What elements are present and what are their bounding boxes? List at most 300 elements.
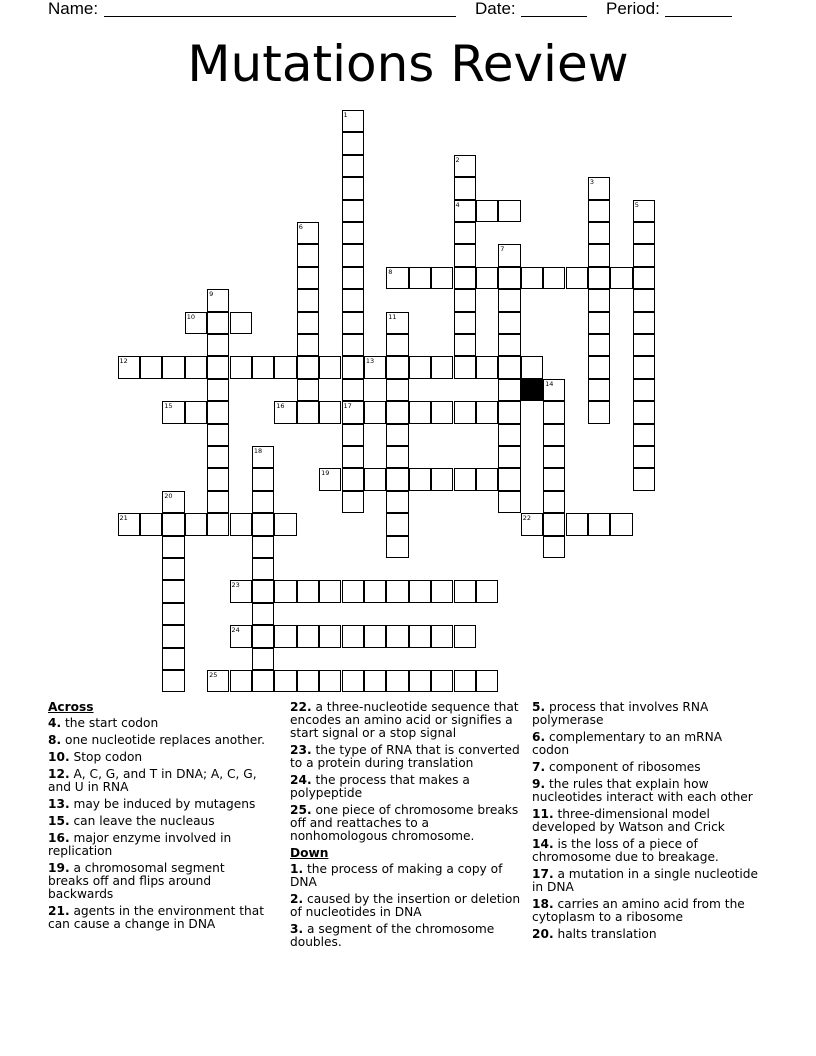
clue-text: the process that makes a polypeptide <box>290 773 470 800</box>
across-clue <box>48 768 266 794</box>
grid-cell[interactable] <box>521 513 543 535</box>
clue-number: 21. <box>48 904 70 918</box>
across-clue <box>48 862 266 901</box>
grid-cell[interactable] <box>454 401 476 423</box>
page-title: Mutations Review <box>187 35 629 93</box>
clue-number: 17. <box>532 867 554 881</box>
grid-cell[interactable] <box>588 289 610 311</box>
clue-text: a chromosomal segment breaks off and flips around backwards <box>48 861 225 901</box>
grid-cell[interactable] <box>252 446 274 468</box>
clue-number: 4. <box>48 716 62 730</box>
clue-number: 18. <box>532 897 554 911</box>
grid-cell[interactable] <box>409 267 431 289</box>
down-clue-list-continued <box>532 701 762 941</box>
grid-cell[interactable] <box>162 603 184 625</box>
grid-cell[interactable] <box>297 625 319 647</box>
clue-number: 8 <box>388 267 393 276</box>
grid-cell[interactable] <box>297 670 319 692</box>
grid-cell[interactable] <box>454 267 476 289</box>
grid-cell[interactable] <box>633 401 655 423</box>
grid-cell[interactable] <box>476 670 498 692</box>
down-clue <box>532 808 762 834</box>
grid-cell[interactable] <box>386 356 408 378</box>
grid-cell[interactable] <box>498 379 520 401</box>
clue-text: halts translation <box>553 927 657 941</box>
grid-cell[interactable] <box>185 401 207 423</box>
grid-cell[interactable] <box>566 267 588 289</box>
grid-cell[interactable] <box>252 491 274 513</box>
down-clue <box>532 928 762 941</box>
grid-cell[interactable] <box>342 222 364 244</box>
clue-number: 23 <box>231 581 240 590</box>
grid-cell[interactable] <box>409 401 431 423</box>
grid-cell[interactable] <box>633 468 655 490</box>
grid-cell[interactable] <box>364 580 386 602</box>
across-heading: Across <box>48 700 94 714</box>
clue-number: 22 <box>522 514 531 523</box>
grid-cell[interactable] <box>610 267 632 289</box>
grid-cell[interactable] <box>498 289 520 311</box>
grid-cell[interactable] <box>588 200 610 222</box>
grid-cell[interactable] <box>633 200 655 222</box>
grid-cell[interactable] <box>319 670 341 692</box>
grid-cell[interactable] <box>342 356 364 378</box>
grid-cell[interactable] <box>498 356 520 378</box>
grid-cell[interactable] <box>454 625 476 647</box>
grid-cell[interactable] <box>431 625 453 647</box>
grid-cell[interactable] <box>297 312 319 334</box>
grid-cell[interactable] <box>252 536 274 558</box>
grid-cell[interactable] <box>498 468 520 490</box>
clue-text: the type of RNA that is converted to a protein during translation <box>290 743 520 770</box>
grid-cell[interactable] <box>297 267 319 289</box>
grid-cell[interactable] <box>185 356 207 378</box>
grid-cell[interactable] <box>207 468 229 490</box>
grid-cell[interactable] <box>342 200 364 222</box>
clue-number: 9 <box>209 290 214 299</box>
grid-cell[interactable] <box>162 625 184 647</box>
across-clue <box>48 751 266 764</box>
clue-number: 2 <box>455 155 460 164</box>
grid-cell[interactable] <box>342 155 364 177</box>
clue-number: 22. <box>290 700 312 714</box>
clue-number: 2. <box>290 892 304 906</box>
grid-cell[interactable] <box>342 267 364 289</box>
grid-cell[interactable] <box>386 312 408 334</box>
grid-cell[interactable] <box>498 312 520 334</box>
grid-cell[interactable] <box>319 580 341 602</box>
clue-number: 6 <box>298 223 303 231</box>
grid-cell[interactable] <box>342 244 364 266</box>
grid-cell[interactable] <box>543 267 565 289</box>
grid-cell[interactable] <box>364 356 386 378</box>
clue-text: a segment of the chromosome doubles. <box>290 922 495 949</box>
grid-cell[interactable] <box>230 580 252 602</box>
grid-cell[interactable] <box>162 491 184 513</box>
clue-text: agents in the environment that can cause a change in DNA <box>48 904 264 931</box>
grid-cell[interactable] <box>230 312 252 334</box>
name-label: Name: <box>48 0 99 18</box>
grid-cell[interactable] <box>274 670 296 692</box>
grid-cell[interactable] <box>162 648 184 670</box>
grid-cell[interactable] <box>342 110 364 132</box>
across-clue <box>290 744 522 770</box>
clue-text: three-dimensional model developed by Watson and Crick <box>532 807 725 834</box>
grid-cell[interactable] <box>386 267 408 289</box>
down-clue-list <box>290 863 522 949</box>
grid-cell[interactable] <box>588 267 610 289</box>
grid-cell[interactable] <box>498 491 520 513</box>
grid-cell[interactable] <box>297 289 319 311</box>
grid-cell[interactable] <box>297 379 319 401</box>
across-clue <box>48 717 266 730</box>
grid-cell[interactable] <box>364 625 386 647</box>
grid-cell[interactable] <box>633 312 655 334</box>
clue-text: process that involves RNA polymerase <box>532 700 709 727</box>
grid-cell[interactable] <box>476 356 498 378</box>
grid-cell[interactable] <box>498 424 520 446</box>
clue-number: 13 <box>365 357 375 366</box>
grid-cell[interactable] <box>364 468 386 490</box>
grid-cell[interactable] <box>498 446 520 468</box>
grid-cell[interactable] <box>230 513 252 535</box>
across-clues-continued <box>290 701 522 953</box>
grid-cell[interactable] <box>342 177 364 199</box>
clue-text: a three-nucleotide sequence that encodes an amino acid or signifies a start signal or a stop signal <box>290 700 519 740</box>
grid-cell[interactable] <box>454 670 476 692</box>
period-label: Period: <box>606 0 660 18</box>
grid-cell[interactable] <box>386 536 408 558</box>
grid-cell[interactable] <box>342 289 364 311</box>
clue-text: major enzyme involved in replication <box>48 831 232 858</box>
clue-number: 25. <box>290 803 312 817</box>
clue-text: A, C, G, and T in DNA; A, C, G, and U in RNA <box>48 767 257 794</box>
grid-cell[interactable] <box>185 312 207 334</box>
clue-number: 14 <box>545 379 554 388</box>
date-label: Date: <box>475 0 516 18</box>
grid-cell[interactable] <box>342 334 364 356</box>
grid-cell[interactable] <box>342 468 364 490</box>
across-clue <box>48 832 266 858</box>
grid-cell[interactable] <box>409 468 431 490</box>
grid-cell[interactable] <box>454 244 476 266</box>
clue-text: can leave the nucleaus <box>69 814 215 828</box>
down-clue <box>532 701 762 727</box>
grid-cell[interactable] <box>297 401 319 423</box>
down-clue <box>532 898 762 924</box>
grid-cell[interactable] <box>610 513 632 535</box>
grid-cell[interactable] <box>633 424 655 446</box>
grid-cell[interactable] <box>454 222 476 244</box>
clue-number: 5. <box>532 700 546 714</box>
clue-text: is the loss of a piece of chromosome due to breakage. <box>532 837 719 864</box>
grid-cell[interactable] <box>588 334 610 356</box>
grid-cell[interactable] <box>431 670 453 692</box>
grid-cell[interactable] <box>342 424 364 446</box>
grid-cell[interactable] <box>207 379 229 401</box>
grid-cell[interactable] <box>588 177 610 199</box>
grid-cell[interactable] <box>454 289 476 311</box>
clue-number: 7 <box>500 245 505 254</box>
clue-number: 19. <box>48 861 70 875</box>
grid-cell[interactable] <box>386 334 408 356</box>
grid-cell[interactable] <box>342 491 364 513</box>
grid-cell[interactable] <box>207 356 229 378</box>
grid-cell[interactable] <box>476 401 498 423</box>
clue-text: carries an amino acid from the cytoplasm to a ribosome <box>532 897 745 924</box>
grid-cell[interactable] <box>207 401 229 423</box>
grid-cell[interactable] <box>274 513 296 535</box>
clue-number: 10 <box>186 312 195 321</box>
grid-cell[interactable] <box>252 513 274 535</box>
clue-text: Stop codon <box>69 750 143 764</box>
grid-cell[interactable] <box>521 267 543 289</box>
grid-cell[interactable] <box>454 155 476 177</box>
grid-cell[interactable] <box>162 580 184 602</box>
grid-cell[interactable] <box>543 536 565 558</box>
down-clue <box>532 778 762 804</box>
grid-cell[interactable] <box>566 513 588 535</box>
grid-cell[interactable] <box>633 356 655 378</box>
grid-cell[interactable] <box>409 670 431 692</box>
grid-cell[interactable] <box>588 312 610 334</box>
clue-number: 16. <box>48 831 70 845</box>
clue-number: 11 <box>388 312 397 321</box>
clue-number: 23. <box>290 743 312 757</box>
grid-cell[interactable] <box>543 379 565 401</box>
grid-cell[interactable] <box>498 401 520 423</box>
grid-cell[interactable] <box>454 580 476 602</box>
clue-number: 20 <box>164 491 173 500</box>
grid-cell[interactable] <box>364 670 386 692</box>
grid-cell[interactable] <box>633 379 655 401</box>
grid-cell[interactable] <box>386 446 408 468</box>
grid-cell[interactable] <box>431 401 453 423</box>
grid-cell[interactable] <box>498 334 520 356</box>
grid-cell[interactable] <box>386 513 408 535</box>
down-clue <box>290 923 522 949</box>
clue-number: 13. <box>48 797 70 811</box>
clue-number: 8. <box>48 733 62 747</box>
grid-cell[interactable] <box>207 513 229 535</box>
grid-cell[interactable] <box>297 356 319 378</box>
clue-number: 1. <box>290 862 304 876</box>
clue-number: 24 <box>231 626 240 635</box>
clue-number: 6. <box>532 730 546 744</box>
grid-cell[interactable] <box>342 625 364 647</box>
grid-cell[interactable] <box>431 468 453 490</box>
grid-cell[interactable] <box>588 379 610 401</box>
grid-cell[interactable] <box>454 334 476 356</box>
grid-cell[interactable] <box>498 267 520 289</box>
grid-cell[interactable] <box>364 401 386 423</box>
grid-cell[interactable] <box>476 468 498 490</box>
clue-number: 17 <box>343 402 352 411</box>
grid-cell[interactable] <box>207 670 229 692</box>
grid-cell[interactable] <box>342 670 364 692</box>
grid-cell[interactable] <box>633 267 655 289</box>
across-clue <box>290 701 522 740</box>
clue-text: caused by the insertion or deletion of nucleotides in DNA <box>290 892 521 919</box>
grid-cell[interactable] <box>342 132 364 154</box>
grid-cell[interactable] <box>118 513 140 535</box>
grid-cell[interactable] <box>409 625 431 647</box>
grid-cell[interactable] <box>633 222 655 244</box>
clue-number: 10. <box>48 750 70 764</box>
grid-cell[interactable] <box>274 356 296 378</box>
grid-cell[interactable] <box>588 356 610 378</box>
clue-number: 1 <box>343 111 348 119</box>
grid-cell[interactable] <box>342 401 364 423</box>
down-clue <box>290 893 522 919</box>
grid-cell[interactable] <box>476 580 498 602</box>
grid-cell[interactable] <box>543 401 565 423</box>
grid-cell[interactable] <box>252 356 274 378</box>
grid-cell[interactable] <box>386 468 408 490</box>
down-clue <box>532 731 762 757</box>
grid-cell[interactable] <box>342 580 364 602</box>
across-clue-list-continued <box>290 701 522 843</box>
grid-cell[interactable] <box>162 513 184 535</box>
grid-cell[interactable] <box>162 558 184 580</box>
grid-cell[interactable] <box>543 446 565 468</box>
clue-number: 5 <box>634 200 639 209</box>
grid-cell[interactable] <box>476 200 498 222</box>
grid-cell[interactable] <box>431 356 453 378</box>
grid-cell[interactable] <box>319 401 341 423</box>
grid-cell[interactable] <box>252 558 274 580</box>
grid-cell[interactable] <box>342 446 364 468</box>
grid-cell[interactable] <box>252 580 274 602</box>
grid-cell[interactable] <box>633 446 655 468</box>
grid-cell[interactable] <box>297 222 319 244</box>
grid-cell[interactable] <box>588 222 610 244</box>
grid-cell[interactable] <box>386 670 408 692</box>
grid-cell[interactable] <box>207 312 229 334</box>
clue-number: 24. <box>290 773 312 787</box>
grid-cell[interactable] <box>342 379 364 401</box>
grid-cell[interactable] <box>386 401 408 423</box>
grid-cell[interactable] <box>521 356 543 378</box>
grid-cell[interactable] <box>118 356 140 378</box>
grid-cell[interactable] <box>386 580 408 602</box>
grid-cell[interactable] <box>252 648 274 670</box>
across-clue <box>48 734 266 747</box>
grid-cell[interactable] <box>454 312 476 334</box>
grid-cell[interactable] <box>588 244 610 266</box>
grid-cell[interactable] <box>230 625 252 647</box>
grid-cell[interactable] <box>633 289 655 311</box>
grid-cell[interactable] <box>274 580 296 602</box>
grid-cell[interactable] <box>409 356 431 378</box>
grid-cell[interactable] <box>140 356 162 378</box>
grid-cell[interactable] <box>431 267 453 289</box>
grid-cell[interactable] <box>454 177 476 199</box>
grid-cell[interactable] <box>162 356 184 378</box>
clue-text: one nucleotide replaces another. <box>61 733 265 747</box>
grid-cell[interactable] <box>633 334 655 356</box>
grid-cell[interactable] <box>297 334 319 356</box>
across-clue <box>48 905 266 931</box>
grid-cell[interactable] <box>454 468 476 490</box>
grid-cell[interactable] <box>319 356 341 378</box>
clue-number: 7. <box>532 760 546 774</box>
clue-number: 9. <box>532 777 546 791</box>
clue-text: the start codon <box>61 716 159 730</box>
grid-cell[interactable] <box>207 424 229 446</box>
across-clue-list <box>48 717 266 931</box>
clue-number: 18 <box>253 447 263 455</box>
grid-cell[interactable] <box>252 670 274 692</box>
down-clues-continued <box>532 701 762 945</box>
across-clue <box>48 815 266 828</box>
grid-cell[interactable] <box>252 468 274 490</box>
clue-number: 19 <box>321 469 330 478</box>
grid-cell[interactable] <box>140 513 162 535</box>
grid-cell[interactable] <box>207 289 229 311</box>
grid-cell[interactable] <box>454 356 476 378</box>
grid-cell[interactable] <box>588 513 610 535</box>
grid-cell[interactable] <box>297 580 319 602</box>
clue-number: 3 <box>589 178 595 187</box>
grid-cell[interactable] <box>409 580 431 602</box>
down-clue <box>532 761 762 774</box>
grid-cell[interactable] <box>476 267 498 289</box>
grid-cell[interactable] <box>207 491 229 513</box>
grid-cell[interactable] <box>252 603 274 625</box>
grid-cell[interactable] <box>454 200 476 222</box>
grid-cell[interactable] <box>386 491 408 513</box>
clue-number: 16 <box>276 402 285 411</box>
grid-cell[interactable] <box>319 625 341 647</box>
grid-cell[interactable] <box>252 625 274 647</box>
grid-cell[interactable] <box>386 625 408 647</box>
grid-cell[interactable] <box>543 424 565 446</box>
grid-cell[interactable] <box>431 580 453 602</box>
grid-cell[interactable] <box>543 491 565 513</box>
grid-cell[interactable] <box>386 424 408 446</box>
grid-cell[interactable] <box>162 670 184 692</box>
grid-cell[interactable] <box>274 625 296 647</box>
clue-number: 11. <box>532 807 554 821</box>
grid-cell[interactable] <box>498 244 520 266</box>
grid-cell[interactable] <box>498 200 520 222</box>
grid-cell[interactable] <box>230 670 252 692</box>
across-clues <box>48 701 266 935</box>
grid-cell[interactable] <box>543 513 565 535</box>
grid-cell[interactable] <box>207 334 229 356</box>
grid-cell[interactable] <box>297 244 319 266</box>
grid-cell[interactable] <box>319 468 341 490</box>
clue-number: 14. <box>532 837 554 851</box>
grid-cell[interactable] <box>162 536 184 558</box>
grid-cell[interactable] <box>342 312 364 334</box>
clue-number: 4 <box>455 200 460 209</box>
grid-cell[interactable] <box>162 401 184 423</box>
grid-cell[interactable] <box>207 446 229 468</box>
grid-cell[interactable] <box>543 468 565 490</box>
clue-text: one piece of chromosome breaks off and reattaches to a nonhomologous chromosome. <box>290 803 519 843</box>
grid-cell[interactable] <box>386 379 408 401</box>
grid-cell[interactable] <box>185 513 207 535</box>
across-clue <box>48 798 266 811</box>
black-square <box>521 379 543 401</box>
grid-cell[interactable] <box>230 356 252 378</box>
grid-cell[interactable] <box>274 401 296 423</box>
grid-cell[interactable] <box>588 401 610 423</box>
clue-number: 12. <box>48 767 70 781</box>
grid-cell[interactable] <box>633 244 655 266</box>
